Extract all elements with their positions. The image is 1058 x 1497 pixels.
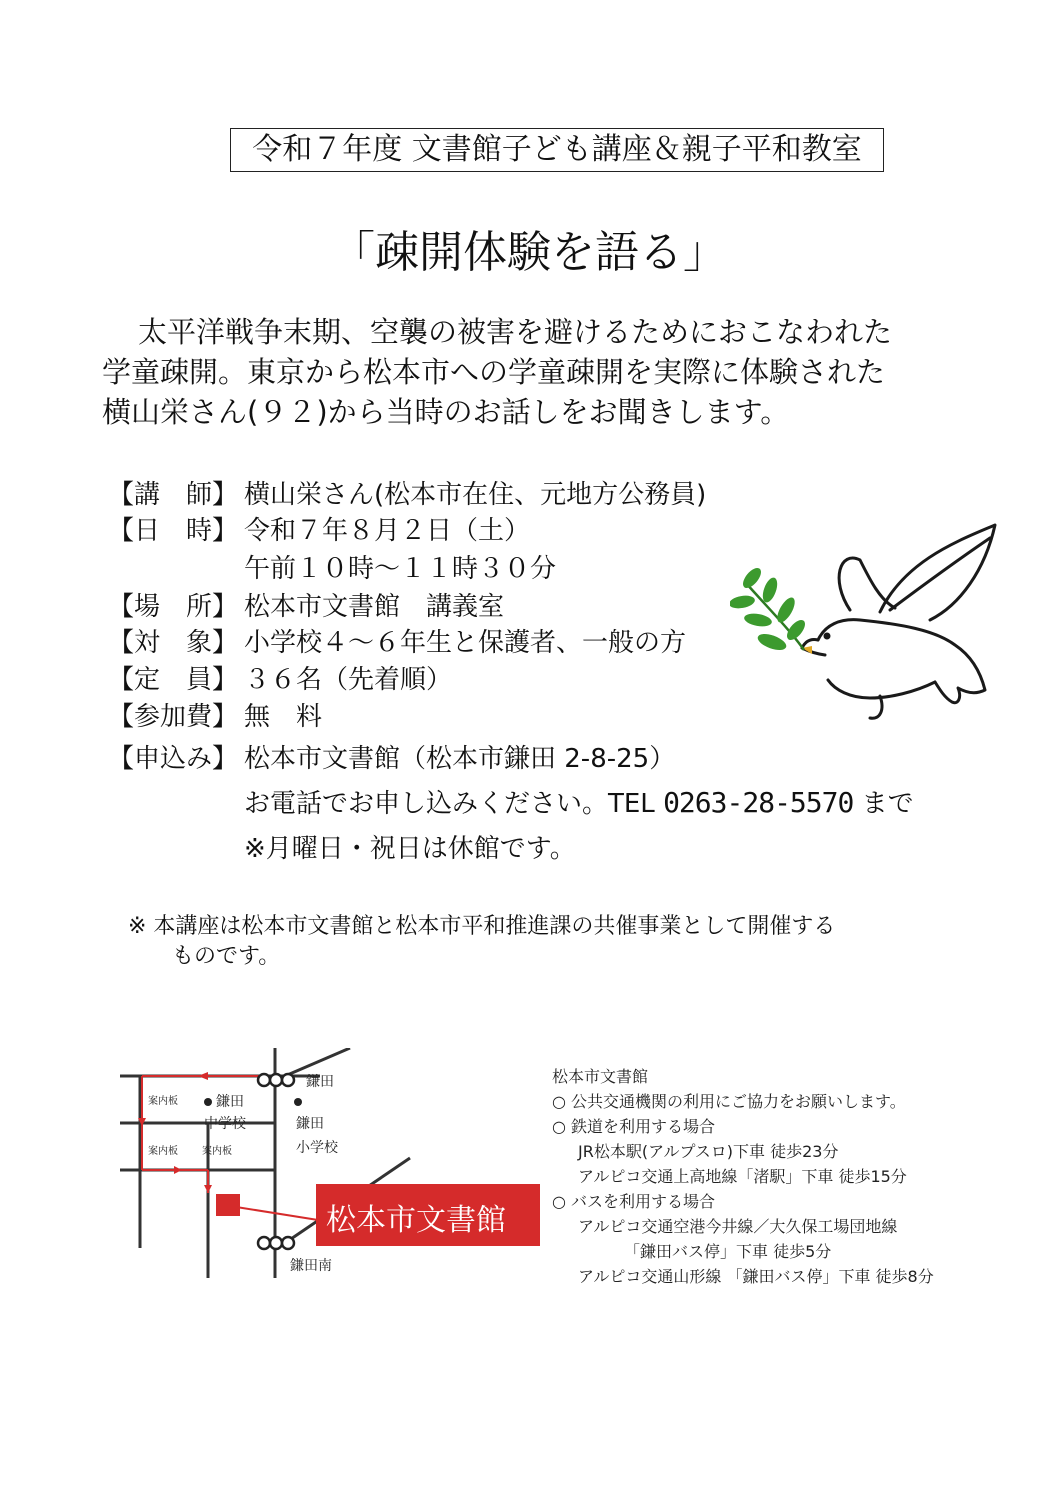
note-line: ものです。 bbox=[172, 944, 281, 969]
closed-note: ※月曜日・祝日は休館です。 bbox=[244, 834, 576, 864]
school-label: 鎌田 bbox=[216, 1094, 244, 1110]
detail-value: 無 料 bbox=[244, 702, 323, 732]
access-line: ○ 鉄道を利用する場合 bbox=[552, 1117, 716, 1136]
route-arrow-icon bbox=[198, 1072, 208, 1080]
access-line: アルピコ交通山形線 「鎌田バス停」下車 徒歩8分 bbox=[578, 1267, 934, 1286]
phone-number: 0263-28-5570 bbox=[663, 786, 854, 819]
detail-target bbox=[108, 626, 686, 660]
access-map bbox=[120, 1048, 540, 1278]
event-series-title: 令和７年度 文書館子ども講座＆親子平和教室 bbox=[230, 128, 884, 172]
detail-value: 小学校４～６年生と保護者、一般の方 bbox=[244, 628, 687, 658]
detail-label: 【対 象】 bbox=[108, 628, 239, 658]
detail-label: 【定 員】 bbox=[108, 665, 239, 695]
detail-label: 【講 師】 bbox=[108, 480, 239, 510]
sign-label: 案内板 bbox=[148, 1096, 178, 1107]
detail-place bbox=[108, 590, 504, 624]
detail-label: 【日 時】 bbox=[108, 516, 239, 546]
route-arrow-icon bbox=[174, 1166, 182, 1174]
access-line: アルピコ交通空港今井線／大久保工場団地線 bbox=[578, 1217, 898, 1236]
detail-value: 令和７年８月２日（土） bbox=[244, 516, 531, 546]
station-label: 鎌田南 bbox=[290, 1258, 332, 1274]
detail-apply bbox=[108, 742, 675, 776]
detail-label: 【場 所】 bbox=[108, 592, 239, 622]
peace-dove-icon bbox=[730, 520, 1000, 730]
detail-datetime bbox=[108, 514, 530, 548]
access-line: JR松本駅(アルプスロ)下車 徒歩23分 bbox=[578, 1142, 839, 1161]
intro-line: 太平洋戦争末期、空襲の被害を避けるためにおこなわれた bbox=[138, 315, 893, 349]
cosponsor-note bbox=[128, 912, 835, 972]
school-label: 中学校 bbox=[204, 1116, 246, 1132]
access-title: 松本市文書館 bbox=[552, 1067, 649, 1086]
detail-capacity bbox=[108, 663, 452, 697]
access-line: アルピコ交通上高地線「渚駅」下車 徒歩15分 bbox=[578, 1167, 907, 1186]
route-arrow-icon bbox=[204, 1185, 212, 1193]
detail-closed bbox=[108, 832, 576, 866]
detail-label: 【参加費】 bbox=[108, 702, 239, 732]
intro-line: 学童疎開。東京から松本市への学童疎開を実際に体験された bbox=[102, 355, 886, 389]
building-label: 松本市文書館 bbox=[326, 1203, 506, 1238]
detail-value: 松本市文書館 講義室 bbox=[244, 592, 505, 622]
detail-time bbox=[108, 552, 556, 586]
access-info bbox=[552, 1064, 934, 1289]
building-marker bbox=[216, 1194, 240, 1216]
note-line: ※ 本講座は松本市文書館と松本市平和推進課の共催事業として開催する bbox=[128, 914, 836, 939]
detail-lecturer bbox=[108, 478, 706, 512]
sign-label: 案内板 bbox=[202, 1146, 232, 1157]
detail-value: ３６名（先着順） bbox=[244, 665, 453, 695]
access-line: ○ 公共交通機関の利用にご協力をお願いします。 bbox=[552, 1092, 906, 1111]
school-label: 鎌田 bbox=[296, 1116, 324, 1132]
page-title: 「疎開体験を語る」 bbox=[331, 227, 727, 278]
detail-value: 午前１０時～１１時３０分 bbox=[244, 554, 557, 584]
school-label: 小学校 bbox=[296, 1140, 338, 1156]
detail-phone bbox=[108, 786, 914, 821]
phone-suffix: まで bbox=[853, 789, 914, 819]
detail-label: 【申込み】 bbox=[108, 744, 239, 774]
detail-value: 横山栄さん(松本市在住、元地方公務員) bbox=[244, 480, 707, 510]
sign-label: 案内板 bbox=[148, 1146, 178, 1157]
intro-paragraph bbox=[102, 312, 1002, 432]
access-line: ○ バスを利用する場合 bbox=[552, 1192, 716, 1211]
detail-fee bbox=[108, 700, 322, 734]
access-line: 「鎌田バス停」下車 徒歩5分 bbox=[624, 1242, 832, 1261]
phone-prefix: お電話でお申し込みください。TEL bbox=[244, 789, 664, 819]
station-label: 鎌田 bbox=[306, 1074, 334, 1090]
detail-value: 松本市文書館（松本市鎌田 2-8-25） bbox=[244, 744, 676, 774]
intro-line: 横山栄さん(９２)から当時のお話しをお聞きします。 bbox=[102, 395, 790, 429]
